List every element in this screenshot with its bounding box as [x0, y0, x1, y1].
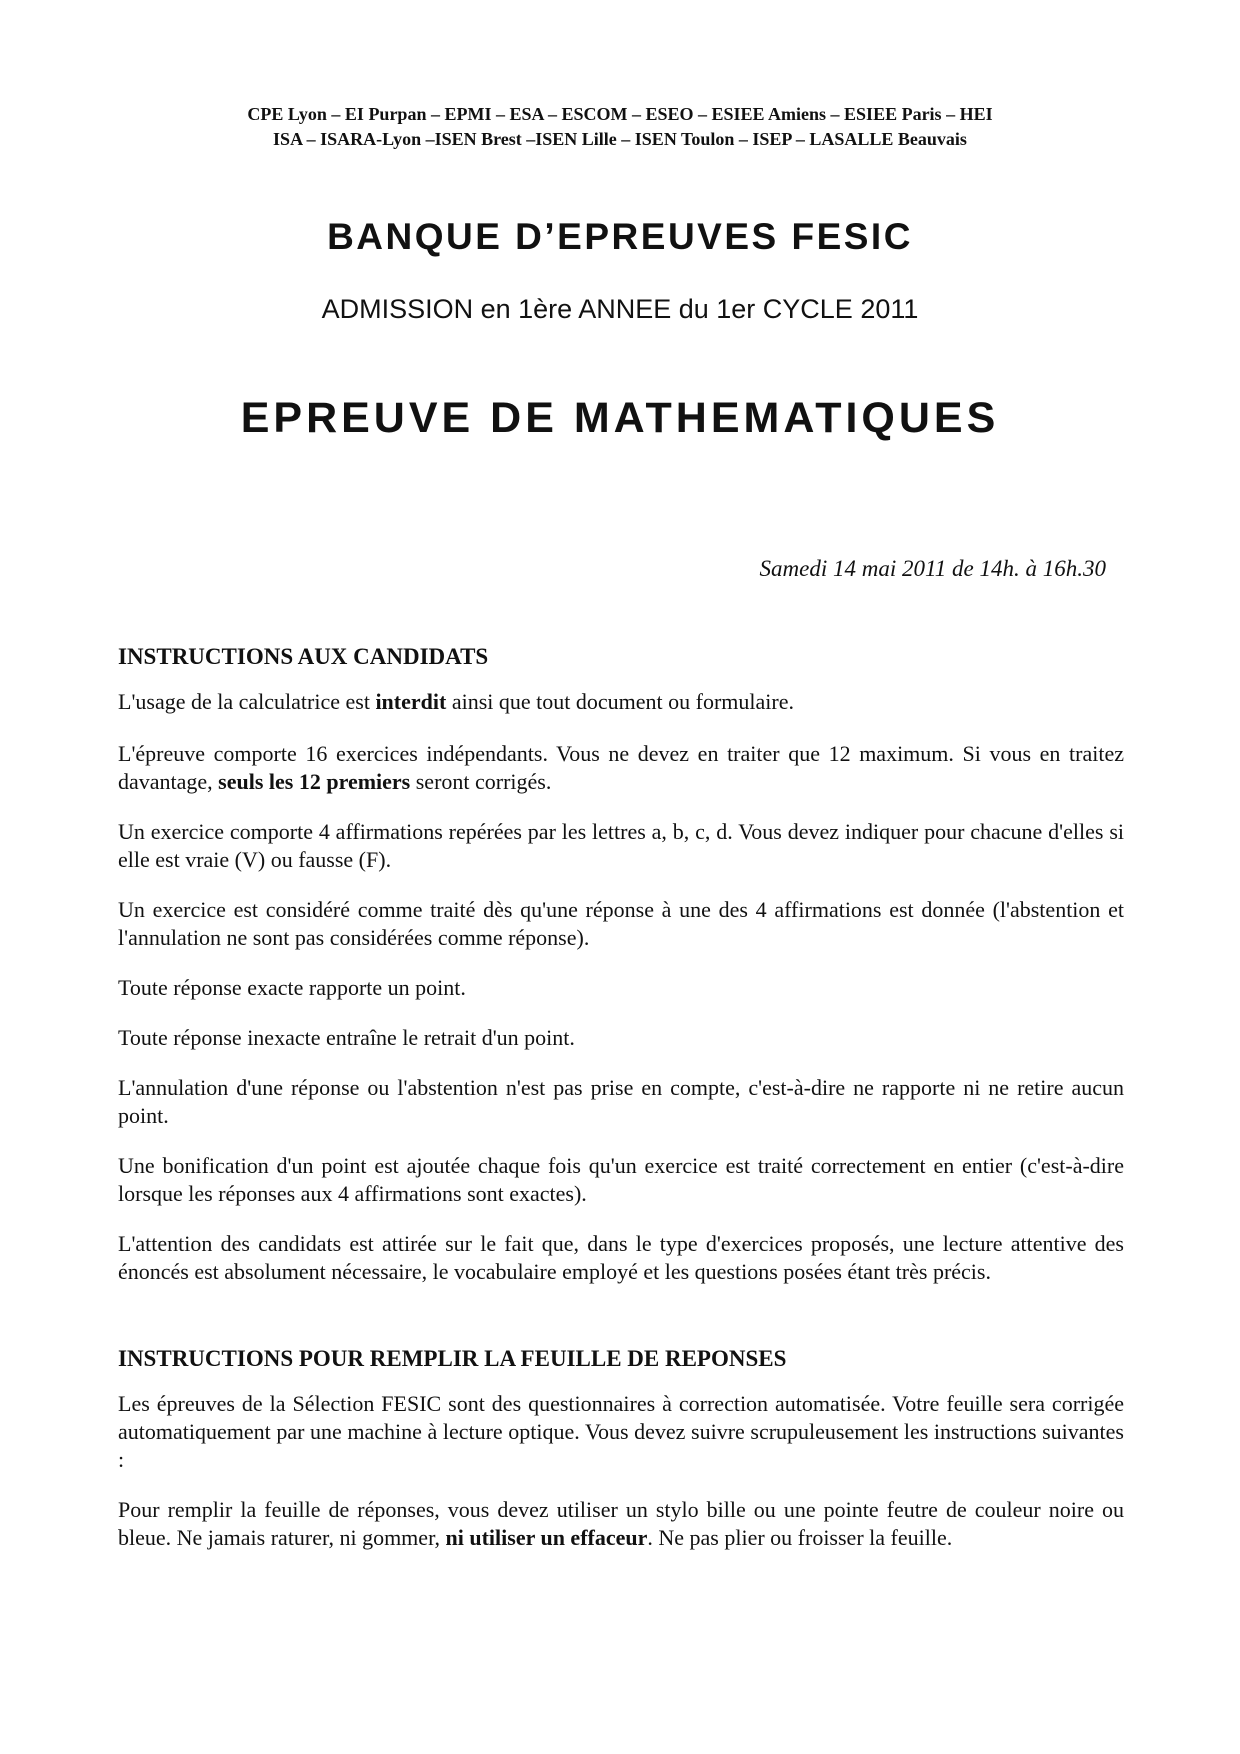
paragraph-bonus: Une bonification d'un point est ajoutée chaque fois qu'un exercice est traité correctement en entier (c'est-à-dire lorsque les réponses aux 4 affirmations sont exactes). [118, 1153, 1124, 1206]
text-run: . Ne pas plier ou froisser la feuille. [647, 1525, 953, 1550]
emphasis-text: interdit [375, 689, 447, 714]
text-run: ainsi que tout document ou formulaire. [446, 689, 794, 714]
paragraph-automated-correction: Les épreuves de la Sélection FESIC sont des questionnaires à correction automatisée. Votre feuille sera corrigée automatiquement par une machine à lecture optique. Vous devez suivre scrupuleusement les instructions suivantes : [118, 1391, 1124, 1472]
paragraph-pen-instructions [118, 1496, 1124, 1552]
paragraph-correct-answer: Toute réponse exacte rapporte un point. [118, 975, 466, 1000]
emphasis-text: ni utiliser un effaceur [445, 1525, 648, 1550]
text-run: Pour remplir la feuille de réponses, vous devez utiliser un stylo bille ou une pointe feutre de couleur noire ou bleue. Ne jamais raturer, ni gommer, [118, 1497, 1124, 1550]
paragraph-wrong-answer: Toute réponse inexacte entraîne le retrait d'un point. [118, 1025, 575, 1050]
section-heading-candidates: INSTRUCTIONS AUX CANDIDATS [118, 644, 489, 669]
paragraph-affirmations: Un exercice comporte 4 affirmations repérées par les lettres a, b, c, d. Vous devez indiquer pour chacune d'elles si elle est vraie (V) ou fausse (F). [118, 819, 1124, 872]
schools-line-1: CPE Lyon – EI Purpan – EPMI – ESA – ESCOM – ESEO – ESIEE Amiens – ESIEE Paris – HEI [247, 104, 993, 124]
paragraph-calculator [118, 688, 1124, 716]
exam-date: Samedi 14 mai 2011 de 14h. à 16h.30 [759, 556, 1106, 581]
paragraph-attention: L'attention des candidats est attirée sur le fait que, dans le type d'exercices proposés, une lecture attentive des énoncés est absolument nécessaire, le vocabulaire employé et les questions posées étant très précis. [118, 1231, 1124, 1284]
exam-title: EPREUVE DE MATHEMATIQUES [240, 394, 1000, 442]
emphasis-text: seuls les 12 premiers [218, 769, 411, 794]
section-heading-answer-sheet: INSTRUCTIONS POUR REMPLIR LA FEUILLE DE REPONSES [118, 1346, 787, 1371]
paragraph-exercise-treated: Un exercice est considéré comme traité dès qu'une réponse à une des 4 affirmations est donnée (l'abstention et l'annulation ne sont pas considérées comme réponse). [118, 897, 1124, 950]
paragraph-abstention: L'annulation d'une réponse ou l'abstention n'est pas prise en compte, c'est-à-dire ne rapporte ni ne retire aucun point. [118, 1075, 1124, 1128]
text-run: L'épreuve comporte 16 exercices indépendants. Vous ne devez en traiter que 12 maximum. Si vous en traitez davantage, [118, 741, 1124, 794]
text-run: seront corrigés. [410, 769, 552, 794]
text-run: L'usage de la calculatrice est [118, 689, 376, 714]
main-title: BANQUE D’EPREUVES FESIC [327, 216, 913, 257]
schools-header [0, 102, 1240, 152]
schools-line-2: ISA – ISARA-Lyon –ISEN Brest –ISEN Lille – ISEN Toulon – ISEP – LASALLE Beauvais [273, 129, 967, 149]
paragraph-exercise-count [118, 740, 1124, 796]
admission-subtitle: ADMISSION en 1ère ANNEE du 1er CYCLE 2011 [321, 294, 919, 324]
